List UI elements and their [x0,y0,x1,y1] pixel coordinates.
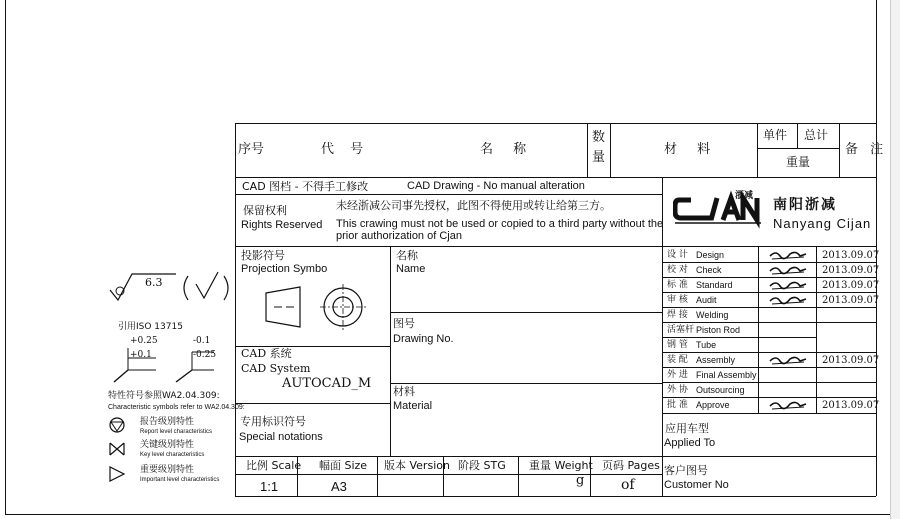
cad-system-label-cn: CAD 系统 [241,347,292,360]
header-name: 名 称 [480,142,535,157]
name-label-cn: 名称 [396,249,418,262]
size-value: A3 [331,479,347,494]
vline [390,246,391,456]
signature-marks [766,248,814,413]
size-label: 幅面 Size [319,459,368,472]
projection-label-cn: 投影符号 [241,249,285,262]
approval-cn: 外 进 [667,370,688,380]
projection-label-en: Projection Symbo [241,263,328,275]
hline [235,456,876,457]
frame-left-line [5,0,6,515]
header-weight: 重量 [786,155,811,169]
signature-icon [770,402,806,409]
approval-en: Outsourcing [696,385,745,395]
pages-value: of [621,477,635,493]
rights-text-en-1: This crawing must not be used or copied to a third party without the [336,218,664,230]
vline [758,246,759,413]
internal-edge-icon [176,350,217,382]
drawno-label-en: Drawing No. [393,333,454,345]
first-angle-projection-icon [262,283,372,333]
weight-label: 重量 Weight [529,459,593,472]
special-label-en: Special notations [239,431,323,443]
char-symbols-cn: 特性符号参照WA2.04.309: [108,391,220,401]
roughness-symbols [106,268,236,310]
iso-reference: 引用ISO 13715 [118,322,183,332]
approval-cn: 装 配 [667,355,688,365]
approval-cn: 校 对 [667,265,688,275]
cad-system-value: AUTOCAD_M [282,376,372,391]
logo-small-text: 浙减 [735,191,754,201]
scale-value: 1:1 [260,479,279,494]
pages-label: 页码 Pages [602,459,660,472]
hline [235,403,390,404]
legend-cn: 关键级别特性 [140,440,195,450]
cad-system-label-en: CAD System [241,362,311,375]
tolerance-plus-1: +0.25 [130,336,158,346]
frame-bottom-line [5,514,900,515]
header-total: 总计 [804,128,829,142]
approval-date: 2013.09.07 [822,295,880,306]
approval-cn: 标 准 [667,280,688,290]
version-label: 版本 Version [384,459,450,472]
key-level-icon [110,443,124,455]
hline [235,194,662,195]
weight-value: g [576,473,585,488]
approval-cn: 焊 接 [667,310,688,320]
hline [235,177,876,178]
roughness-value: 6.3 [145,276,163,289]
report-level-icon [110,418,124,432]
vline [757,123,758,177]
approval-en: Standard [696,280,733,290]
signature-icon [770,252,806,259]
surface-roughness-icon [110,274,176,300]
cad-drawing-en: CAD Drawing - No manual alteration [407,180,585,192]
stage-label: 阶段 STG [458,459,506,472]
special-label-cn: 专用标识符号 [240,415,306,428]
rights-text-cn: 未经浙减公司事先授权，此图不得使用或转让给第三方。 [336,199,611,212]
company-name-en: Nanyang Cijan [773,216,872,231]
vline [816,246,817,413]
approval-cn: 审 核 [667,295,688,305]
edge-symbols [110,344,220,386]
vline [587,123,588,177]
approval-en: Welding [696,310,729,320]
header-remark: 备 注 [845,142,888,157]
approval-date: 2013.09.07 [822,355,880,366]
applied-label-cn: 应用车型 [665,422,709,435]
hline [390,312,662,313]
rights-text-en-2: prior authorization of Cjan [336,230,462,242]
legend-en: Important level characteristics [140,477,220,483]
cad-drawing-cn: CAD 图档 - 不得手工修改 [242,180,369,193]
header-seq: 序号 [238,142,265,157]
frame-right-line [876,0,877,496]
approval-date: 2013.09.07 [822,265,880,276]
approval-cn: 外 协 [667,385,688,395]
legend-cn: 重要级别特性 [140,465,195,475]
name-label-en: Name [396,263,426,275]
header-unit: 单件 [763,128,788,142]
legend-en: Report level characteristics [140,429,213,435]
tolerance-minus-2: -0.25 [193,350,217,360]
hline [235,474,662,475]
approval-en: Assembly [696,355,736,365]
hline [757,148,839,149]
drawno-label-cn: 图号 [393,317,415,330]
approval-en: Final Assembly [696,370,757,380]
material-label-en: Material [393,400,433,412]
signature-icon [770,297,806,304]
approval-date: 2013.09.07 [822,250,880,261]
approval-en: Tube [696,340,717,350]
company-name-cn: 南阳浙减 [773,197,837,213]
approval-cn: 设 计 [667,250,688,260]
approval-en: Audit [696,295,717,305]
customer-label-cn: 客户图号 [664,464,708,477]
approval-date: 2013.09.07 [822,400,880,411]
legend-en: Key level characteristics [140,452,205,458]
hline [390,383,662,384]
roughness-bracket-icon [184,272,228,300]
header-code: 代 号 [321,142,370,157]
header-material: 材 料 [664,142,719,157]
applied-label-en: Applied To [664,437,716,449]
hline [662,413,876,414]
legend-cn: 报告级别特性 [140,417,195,427]
signature-icon [770,357,806,364]
approval-cn: 活塞杆 [667,325,695,335]
external-edge-icon [114,348,156,382]
customer-label-en: Customer No [664,479,729,491]
approval-cn: 钢 管 [667,340,688,350]
page-scroll-edge [890,0,900,519]
approval-date: 2013.09.07 [822,280,880,291]
tolerance-plus-2: +0.1 [130,350,152,360]
hline [235,246,876,247]
vline [839,123,840,177]
header-qty: 数 量 [592,130,606,165]
important-level-icon [110,467,124,481]
char-symbols-en: Characteristic symbols refer to WA2.04.309: [108,404,245,411]
approval-en: Approve [696,400,730,410]
hline [235,496,876,497]
vline [377,456,378,496]
legend-symbols [108,417,128,485]
rights-label-en: Rights Reserved [241,219,323,231]
projection-symbol [262,283,372,333]
approval-en: Piston Rod [696,325,741,335]
signature-icon [770,282,806,289]
vline [610,123,611,177]
hline [235,123,876,124]
approval-en: Check [696,265,722,275]
scale-label: 比例 Scale [246,459,302,472]
signature-icon [770,267,806,274]
tolerance-minus-1: -0.1 [193,336,211,346]
vline [797,123,798,148]
material-label-cn: 材料 [393,385,415,398]
approval-cn: 批 准 [667,400,688,410]
rights-label-cn: 保留权利 [243,204,287,217]
vline [518,456,519,496]
approval-en: Design [696,250,725,260]
